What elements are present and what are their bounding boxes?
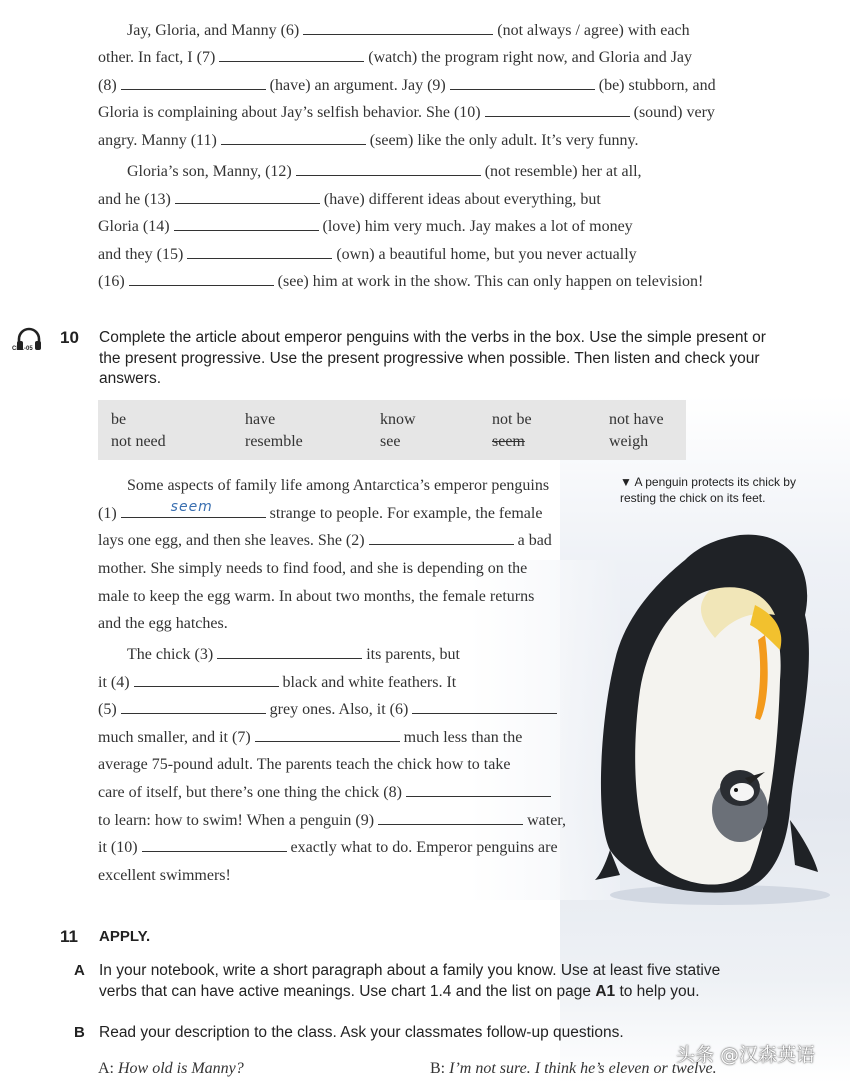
answer-blank-14[interactable] [174,217,319,231]
word-box-item: be [111,411,127,428]
sub-item-letter: B [74,1024,85,1041]
sample-answer: seem [170,499,213,515]
word-box-item: resemble [245,433,303,450]
text-line: average 75-pound adult. The parents teach the chick how to take [98,756,511,773]
word-box-item: see [380,433,401,450]
answer-blank-8b[interactable] [406,783,551,797]
text-line: angry. Manny (11) (seem) like the only adult. It’s very funny. [98,132,639,149]
answer-blank-15[interactable] [187,245,332,259]
text-line: excellent swimmers! [98,867,231,884]
answer-blank-13[interactable] [175,190,320,204]
word-box-item: have [245,411,276,428]
text-line: (16) (see) him at work in the show. This can only happen on television! [98,273,704,290]
exercise-number: 10 [60,328,79,347]
text-line: Gloria (14) (love) him very much. Jay makes a lot of money [98,218,633,235]
text-line: to learn: how to swim! When a penguin (9) water, [98,812,566,829]
word-box-item: not be [492,411,532,428]
text-line: The chick (3) its parents, but [127,646,460,663]
text-line: Gloria is complaining about Jay’s selfish behavior. She (10) (sound) very [98,104,715,121]
answer-blank-9[interactable] [450,76,595,90]
text-line: Jay, Gloria, and Manny (6) (not always / agree) with each [127,22,690,39]
dialog-line-a: A: How old is Manny? [98,1060,244,1077]
answer-blank-2[interactable] [369,531,514,545]
sub-item-a-text: In your notebook, write a short paragraph about a family you know. Use at least five stative verbs that can have active meanings. Use chart 1.4 and the list on page A1 to help you. [99,962,721,1000]
answer-blank-5[interactable] [121,700,266,714]
answer-blank-4[interactable] [134,673,279,687]
answer-blank-7[interactable] [219,48,364,62]
word-box-item: not need [111,433,166,450]
text-line: (5) grey ones. Also, it (6) [0,700,850,720]
answer-blank-16[interactable] [129,272,274,286]
photo-caption: ▼ A penguin protects its chick by resting the chick on its feet. [620,475,796,505]
answer-blank-9b[interactable] [378,811,523,825]
text-line: care of itself, but there’s one thing the chick (8) [0,783,850,803]
word-box-item: not have [609,411,664,428]
answer-blank-10b[interactable] [142,838,287,852]
answer-blank-6b[interactable] [412,700,557,714]
sub-item-b-text: Read your description to the class. Ask your classmates follow-up questions. [99,1024,624,1041]
text-line: lays one egg, and then she leaves. She (2) a bad [98,532,552,549]
text-line: much smaller, and it (7) much less than the [98,729,523,746]
answer-blank-6[interactable] [303,21,493,35]
text-line: Some aspects of family life among Antarctica’s emperor penguins [127,477,550,494]
verb-word-box [98,400,686,460]
word-box-item: weigh [609,433,649,450]
text-line: mother. She simply needs to find food, and she is depending on the [98,560,528,577]
answer-blank-8[interactable] [121,76,266,90]
exercise-title: APPLY. [99,928,151,945]
word-box-item: know [380,411,416,428]
text-line: Gloria’s son, Manny, (12) (not resemble) her at all, [127,163,642,180]
answer-blank-12[interactable] [296,162,481,176]
sub-item-letter: A [74,962,85,979]
answer-blank-1[interactable] [121,499,266,518]
cd-track-label: CD1-05 [12,346,33,352]
text-line: (8) (have) an argument. Jay (9) (be) stubborn, and [98,77,716,94]
dialog-line-b: B: I’m not sure. I think he’s eleven or twelve. [430,1060,717,1077]
watermark: 头条 @汉森英语 [676,1044,816,1066]
exercise-number: 11 [60,927,78,946]
text-line: other. In fact, I (7) (watch) the program right now, and Gloria and Jay [98,49,693,66]
text-line: and the egg hatches. [98,615,228,632]
text-line: it (4) black and white feathers. It [98,674,457,691]
text-line: and they (15) (own) a beautiful home, but you never actually [98,246,637,263]
exercise-instruction: Complete the article about emperor penguins with the verbs in the box. Use the simple present or the present progressive. Use the present progressive when possible. Then listen and check your answers. [99,329,766,387]
text-line: it (10) exactly what to do. Emperor penguins are [98,839,558,856]
word-box-item-used: seem [492,433,525,450]
text-line: (1) seem strange to people. For example, the female [98,499,543,522]
answer-blank-10[interactable] [485,103,630,117]
answer-blank-11[interactable] [221,131,366,145]
answer-blank-3[interactable] [217,645,362,659]
text-line: and he (13) (have) different ideas about everything, but [98,191,601,208]
answer-blank-7b[interactable] [255,728,400,742]
text-line: male to keep the egg warm. In about two months, the female returns [98,588,535,605]
